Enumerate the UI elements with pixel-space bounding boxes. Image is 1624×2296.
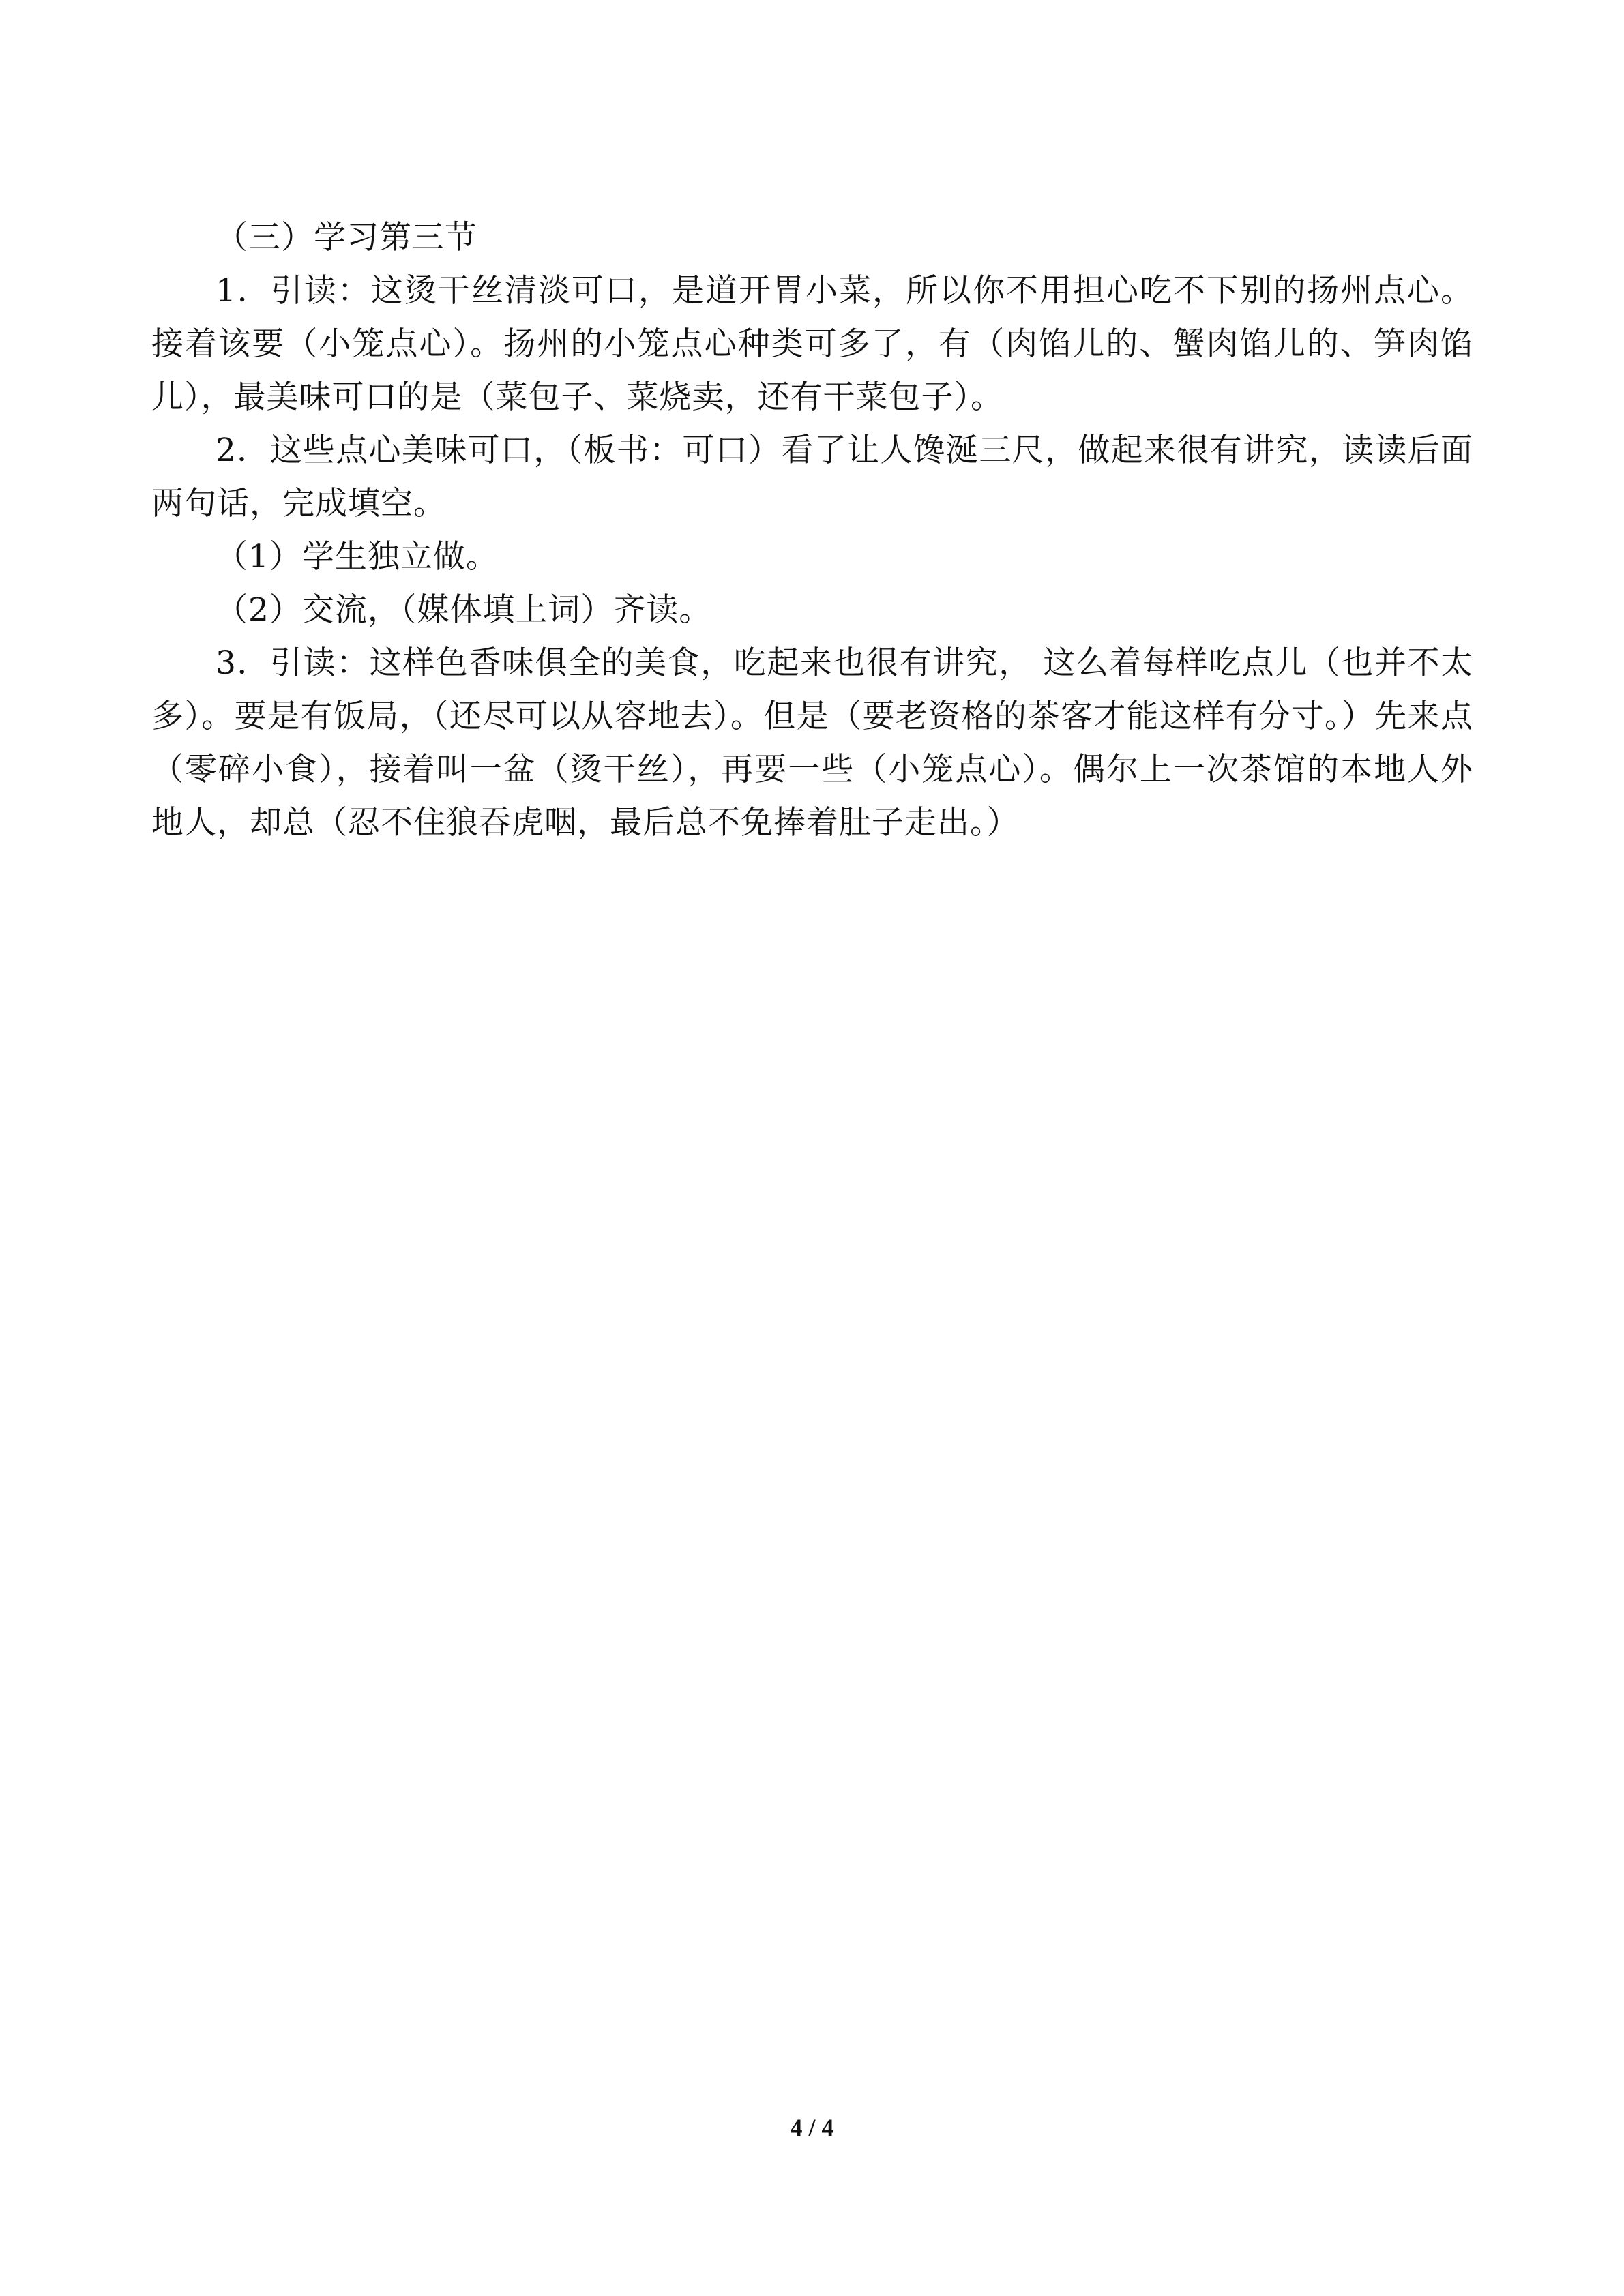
paragraph-2: 2．这些点心美味可口，（板书：可口）看了让人馋涎三尺，做起来很有讲究，读读后面两句话，完成填空。 [151, 432, 1473, 522]
page-number: 4 / 4 [790, 2114, 834, 2141]
paragraph-1: 1．引读：这烫干丝清淡可口，是道开胃小菜，所以你不用担心吃不下别的扬州点心。接着该要（小笼点心）。扬州的小笼点心种类可多了，有（肉馅儿的、蟹肉馅儿的、笋肉馅儿），最美味可口的是（菜包子、菜烧卖，还有干菜包子）。 [151, 272, 1473, 416]
paragraph-5: 3．引读：这样色香味俱全的美食，吃起来也很有讲究， 这么着每样吃点儿（也并不太多）。要是有饭局，（还尽可以从容地去）。但是（要老资格的茶客才能这样有分寸。）先来点（零碎小食），接着叫一盆（烫干丝），再要一些（小笼点心）。偶尔上一次茶馆的本地人外地人，却总（忍不住狼吞虎咽，最后总不免捧着肚子走出。） [151, 644, 1473, 841]
section-heading: （三）学习第三节 [216, 219, 477, 256]
paragraph-4: （2）交流，（媒体填上词）齐读。 [216, 591, 712, 629]
paragraph-3: （1）学生独立做。 [216, 538, 499, 576]
document-body [151, 211, 1473, 850]
